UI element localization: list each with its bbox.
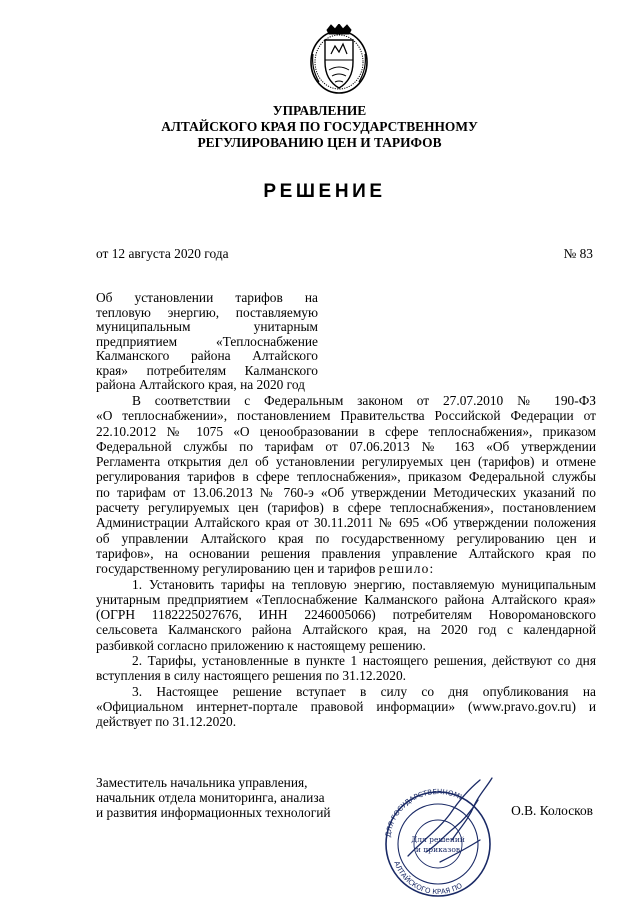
authority-title: [0, 103, 639, 151]
authority-line: АЛТАЙСКОГО КРАЯ ПО ГОСУДАРСТВЕННОМУ: [161, 119, 478, 134]
authority-line: РЕГУЛИРОВАНИЮ ЦЕН И ТАРИФОВ: [197, 135, 442, 150]
coat-of-arms-icon: [307, 24, 371, 96]
item-2-line: 2. Тарифы, установленные в пункте 1 настоящего решения, действуют со дня: [132, 653, 596, 669]
preamble-line: об управлении Алтайского края по государственному регулированию цен и: [96, 530, 596, 546]
position-line: начальник отдела мониторинга, анализа: [96, 790, 325, 805]
svg-text:ДЛЯ ГОСУДАРСТВЕННОМУ: [384, 788, 465, 838]
preamble-line: регулирования тарифов в сфере теплоснабжения», приказом Федеральной службы: [96, 469, 596, 485]
document-type-heading: РЕШЕНИЕ: [263, 181, 386, 202]
stamp-top-text: ДЛЯ ГОСУДАРСТВЕННОМУ: [384, 787, 465, 838]
position-line: и развития информационных технологий: [96, 805, 331, 820]
preamble-last-text: государственному регулированию цен и тарифов: [96, 561, 376, 577]
stamp-center-line: Для решений: [411, 835, 465, 844]
item-3-line: «Официальном интернет-портале правовой информации» (www.pravo.gov.ru) и: [96, 698, 596, 714]
position-line: Заместитель начальника управления,: [96, 775, 308, 790]
item-1-line: 1. Установить тарифы на тепловую энергию, поставляемую муниципальным: [132, 576, 596, 592]
item-1-line: сельсовета Калманского района Алтайского края, на 2020 год с календарной: [96, 622, 596, 638]
signer-position: [96, 775, 331, 820]
document-number: № 83: [563, 246, 593, 261]
preamble-line: Регламента открытия дел об установлении регулируемых цен (тарифов) и отмене: [96, 454, 596, 470]
preamble-line: 22.10.2012 № 1075 «О ценообразовании в сфере теплоснабжения», приказом: [96, 423, 596, 439]
preamble-line: Администрации Алтайского края от 30.11.2011 № 695 «Об утверждении положения: [96, 515, 596, 531]
document-subject: [96, 291, 318, 393]
authority-line: УПРАВЛЕНИЕ: [272, 103, 367, 118]
preamble-line: по тарифам от 13.06.2013 № 760-э «Об утверждении Методических указаний по: [96, 484, 596, 500]
preamble-line: расчету регулируемых цен (тарифов) в сфере теплоснабжения», постановлением: [96, 500, 596, 516]
subject-line: муниципальным унитарным: [96, 319, 318, 334]
subject-line: края» потребителям Калманского: [96, 362, 318, 378]
subject-line: района Алтайского края, на 2020 год: [96, 377, 305, 392]
subject-line: Об установлении тарифов на: [96, 290, 318, 305]
item-1-line: унитарным предприятием «Теплоснабжение Калманского района Алтайского края»: [96, 591, 596, 607]
item-2-line: вступления в силу настоящего решения по 31.12.2020.: [96, 668, 407, 684]
preamble-line: «О теплоснабжении», постановлением Правительства Российской Федерации от: [96, 408, 596, 424]
decided-word: решило:: [378, 561, 435, 577]
document-body: [96, 393, 596, 730]
subject-line: тепловую энергию, поставляемую: [96, 304, 318, 320]
preamble-line: В соответствии с Федеральным законом от 27.07.2010 № 190-ФЗ: [132, 393, 596, 408]
item-3-line: 3. Настоящее решение вступает в силу со дня опубликования на: [132, 683, 596, 699]
item-1-line: (ОГРН 1182225027676, ИНН 2246005066) потребителям Новоромановского: [96, 607, 596, 623]
subject-line: Калманского района Алтайского: [96, 348, 318, 363]
item-1-line: разбивкой согласно приложению к настоящему решению.: [96, 637, 426, 653]
signer-name: О.В. Колосков: [511, 803, 593, 818]
preamble-line: тарифов», на основании решения правления управление Алтайского края по: [96, 545, 596, 561]
stamp-center-line: и приказов: [415, 845, 461, 854]
document-date: от 12 августа 2020 года: [96, 246, 229, 261]
stamp-bottom-text: АЛТАЙСКОГО КРАЯ ПО: [392, 860, 464, 897]
round-seal-icon: [368, 770, 508, 900]
preamble-last-line: [96, 561, 596, 576]
item-3-line: действует по 31.12.2020.: [96, 714, 237, 730]
subject-line: предприятием «Теплоснабжение: [96, 333, 318, 349]
preamble-line: Федеральной службы по тарифам от 07.06.2013 № 163 «Об утверждении: [96, 438, 596, 454]
